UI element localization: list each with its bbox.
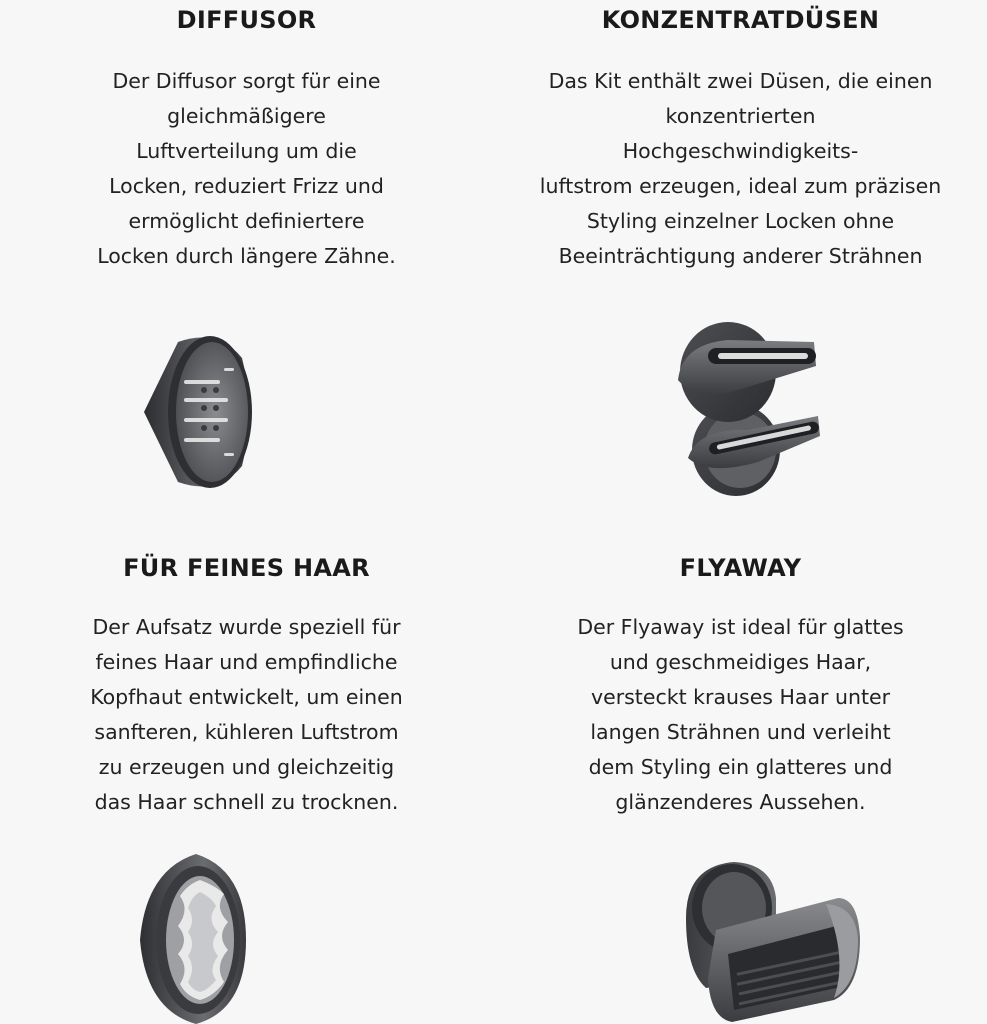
card-description: Der Flyaway ist ideal für glattes und geschmeidiges Haar, versteckt krauses Haar unter langen Strähnen und verleiht dem Styling ein glatteres und glänzenderes Aussehen. [577,615,904,814]
card-description: Der Diffusor sorgt für eine gleichmäßigere Luftverteilung um die Locken, reduziert Frizz und ermöglicht definiertere Locken durch längere Zähne. [97,69,396,268]
flyaway-attachment-icon [676,858,866,1024]
card-fuer-feines-haar [0,556,493,820]
card-description: Das Kit enthält zwei Düsen, die einen konzentrierten Hochgeschwindigkeits- luftstrom erzeugen, ideal zum präzisen Styling einzelner Locken ohne Beeinträchtigung anderer Strähnen [539,69,942,268]
concentrator-nozzles-icon [668,320,824,498]
card-title: FÜR FEINES HAAR [123,554,370,582]
gentle-air-attachment-icon [136,850,248,1024]
card-konzentratduesen [494,0,987,274]
card-flyaway [494,556,987,820]
card-diffusor [0,0,493,274]
card-title: FLYAWAY [679,554,802,582]
card-title: DIFFUSOR [176,6,317,34]
card-description: Der Aufsatz wurde speziell für feines Haar und empfindliche Kopfhaut entwickelt, um einen sanfteren, kühleren Luftstrom zu erzeugen und gleichzeitig das Haar schnell zu trocknen. [90,615,403,814]
card-title: KONZENTRATDÜSEN [601,6,880,34]
diffuser-attachment-icon [138,328,258,496]
